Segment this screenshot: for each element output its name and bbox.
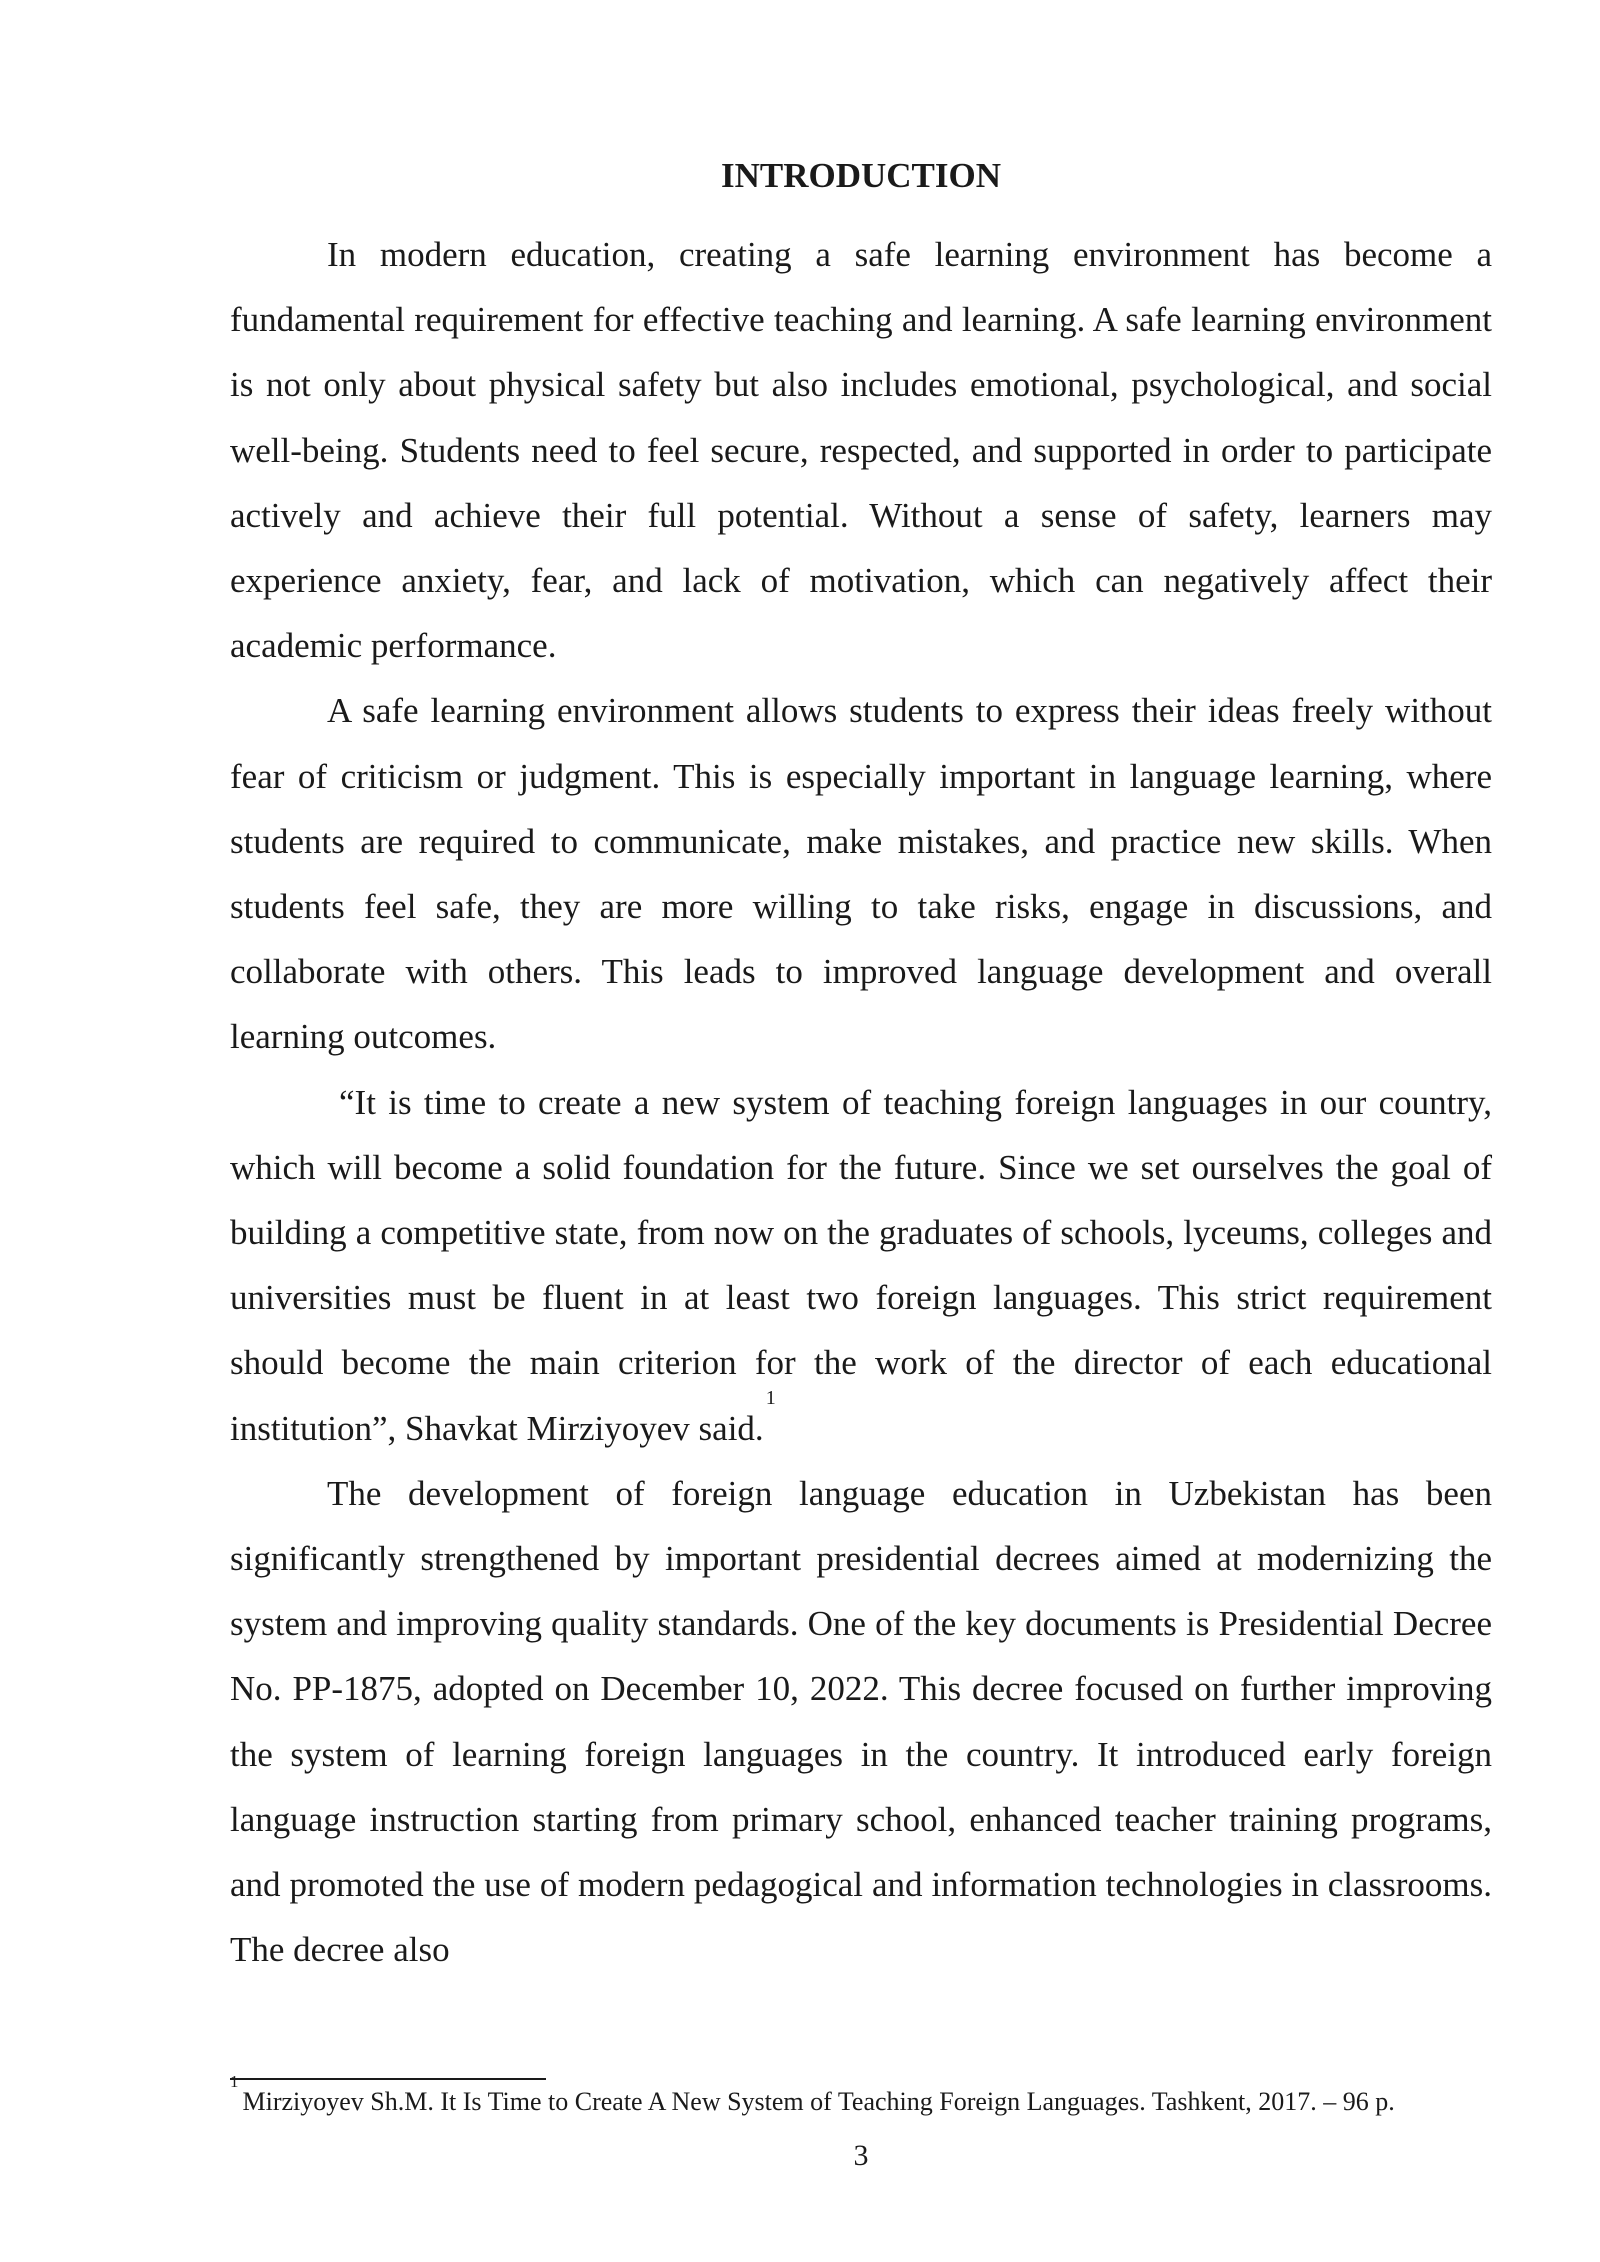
body-text: [230, 222, 1492, 1982]
paragraph-1: In modern education, creating a safe learning environment has become a fundamental requirement for effective teaching and learning. A safe learning environment is not only about physical safety but also includes emotional, psychological, and social well-being. Students need to feel secure, respected, and supported in order to participate actively and achieve their full potential. Without a sense of safety, learners may experience anxiety, fear, and lack of motivation, which can negatively affect their academic performance.: [230, 235, 1492, 666]
footnote-text: Mirziyoyev Sh.M. It Is Time to Create A New System of Teaching Foreign Languages. Tashkent, 2017. – 96 p.: [242, 2087, 1395, 2116]
page-number: 3: [853, 2139, 869, 2172]
footnote-separator: [230, 2078, 546, 2080]
footnote-marker: 1: [230, 2072, 239, 2091]
paragraph-3-quote: [230, 1070, 1492, 1461]
footnote: [230, 2072, 1492, 2120]
quote-text: “It is time to create a new system of teaching foreign languages in our country, which will become a solid foundation for the future. Since we set ourselves the goal of building a competitive state, from now on the graduates of schools, lyceums, colleges and universities must be fluent in at least two foreign languages. This strict requirement should become the main criterion for the work of the director of each educational institution”, Shavkat Mirziyoyev said.: [230, 1082, 1492, 1448]
section-title: INTRODUCTION: [720, 156, 1002, 195]
paragraph-4: The development of foreign language education in Uzbekistan has been significantly strengthened by important presidential decrees aimed at modernizing the system and improving quality standards. One of the key documents is Presidential Decree No. PP-1875, adopted on December 10, 2022. This decree focused on further improving the system of learning foreign languages in the country. It introduced early foreign language instruction starting from primary school, enhanced teacher training programs, and promoted the use of modern pedagogical and information technologies in classrooms. The decree also: [230, 1473, 1492, 1970]
paragraph-2: A safe learning environment allows students to express their ideas freely without fear of criticism or judgment. This is especially important in language learning, where students are required to communicate, make mistakes, and practice new skills. When students feel safe, they are more willing to take risks, engage in discussions, and collaborate with others. This leads to improved language development and overall learning outcomes.: [230, 691, 1492, 1057]
footnote-reference: 1: [765, 1386, 776, 1409]
